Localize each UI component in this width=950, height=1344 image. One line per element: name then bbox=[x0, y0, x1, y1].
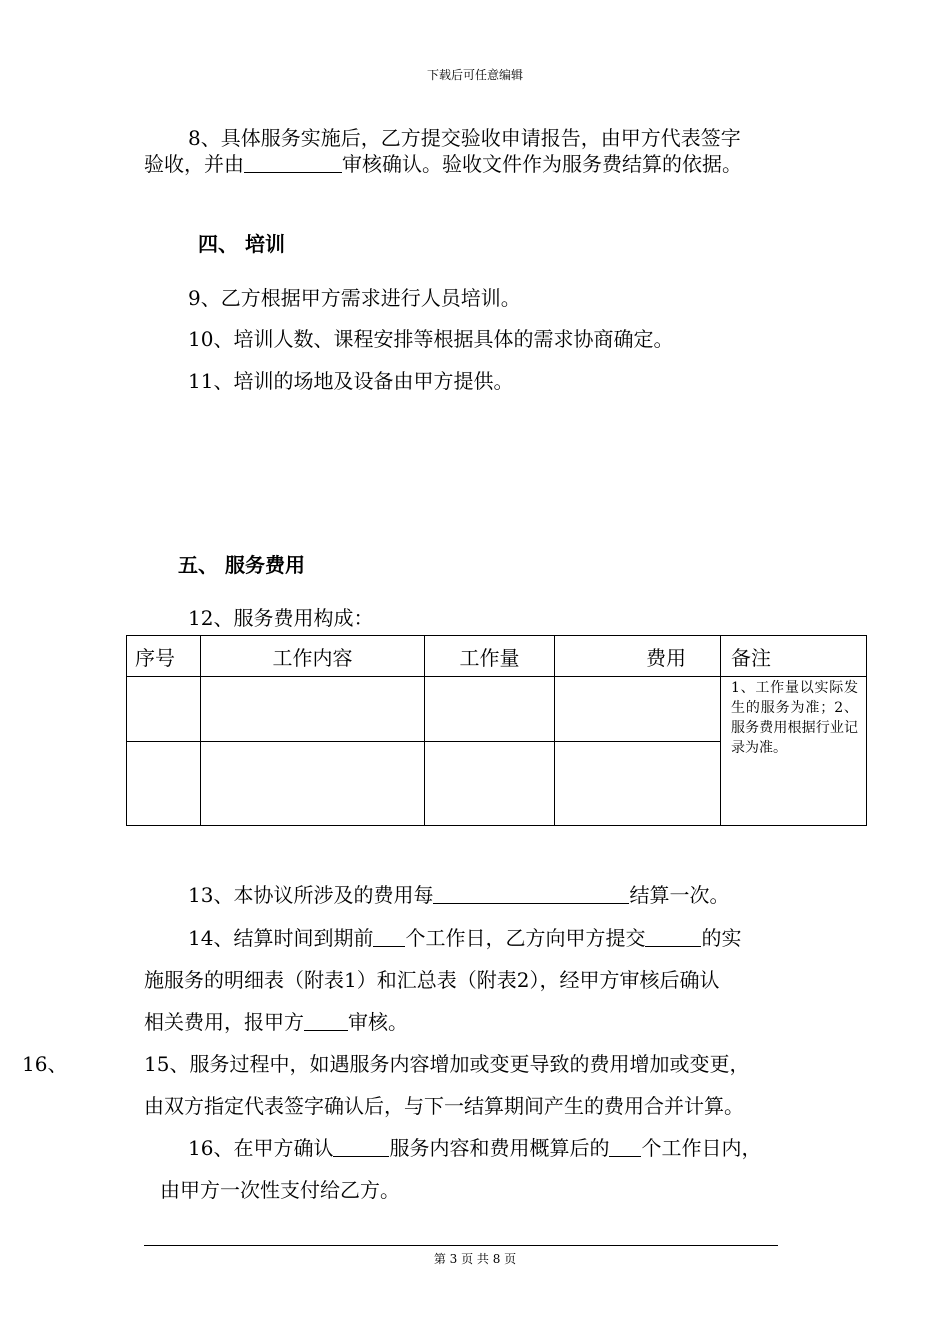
cell-fee bbox=[555, 677, 721, 742]
cell-index bbox=[127, 677, 201, 742]
cell-index bbox=[127, 742, 201, 826]
approver-blank bbox=[304, 1010, 348, 1031]
item-16-text-b: 服务内容和费用概算后的 bbox=[389, 1136, 610, 1160]
item-14-line2: 施服务的明细表（附表1）和汇总表（附表2），经甲方审核后确认 bbox=[144, 968, 720, 992]
item-14-text-d: 相关费用，报甲方 bbox=[144, 1010, 304, 1034]
col-header-workload: 工作量 bbox=[425, 636, 555, 677]
item-8-line1: 8、具体服务实施后，乙方提交验收申请报告，由甲方代表签字 bbox=[188, 126, 741, 150]
period-blank bbox=[645, 926, 701, 947]
item-13 bbox=[188, 881, 729, 909]
footer-divider bbox=[144, 1245, 778, 1246]
item-14-line1 bbox=[188, 924, 741, 952]
col-header-fee: 费用 bbox=[555, 636, 721, 677]
col-header-content: 工作内容 bbox=[201, 636, 425, 677]
item-8-line2 bbox=[144, 150, 742, 178]
days-blank bbox=[373, 926, 405, 947]
table-row bbox=[127, 677, 867, 742]
reviewer-blank bbox=[244, 152, 342, 173]
item-15-line1: 15、服务过程中，如遇服务内容增加或变更导致的费用增加或变更， bbox=[144, 1052, 750, 1076]
item-16-text-a: 16、在甲方确认 bbox=[188, 1136, 334, 1160]
item-13-text-a: 13、本协议所涉及的费用每 bbox=[188, 883, 434, 907]
item-8-text-a: 验收，并由 bbox=[144, 152, 244, 176]
section-4-title: 四、 培训 bbox=[198, 232, 285, 256]
item-10: 10、培训人数、课程安排等根据具体的需求协商确定。 bbox=[188, 327, 674, 351]
confirm-blank bbox=[333, 1136, 389, 1157]
item-16-text-c: 个工作日内， bbox=[641, 1136, 762, 1160]
cell-note: 1、工作量以实际发生的服务为准；2、服务费用根据行业记录为准。 bbox=[721, 677, 867, 826]
item-12: 12、服务费用构成： bbox=[188, 606, 374, 630]
cell-workload bbox=[425, 742, 555, 826]
item-14-text-a: 14、结算时间到期前 bbox=[188, 926, 374, 950]
item-14-text-e: 审核。 bbox=[348, 1010, 408, 1034]
cell-workload bbox=[425, 677, 555, 742]
item-9: 9、乙方根据甲方需求进行人员培训。 bbox=[188, 286, 521, 310]
section-5-title: 五、 服务费用 bbox=[178, 553, 305, 577]
col-header-index: 序号 bbox=[127, 636, 201, 677]
page-header: 下载后可任意编辑 bbox=[426, 68, 523, 82]
cell-content bbox=[201, 742, 425, 826]
item-11: 11、培训的场地及设备由甲方提供。 bbox=[188, 369, 514, 393]
settlement-period-blank bbox=[433, 883, 629, 904]
table-header-row bbox=[127, 636, 867, 677]
item-14-text-b: 个工作日，乙方向甲方提交 bbox=[405, 926, 646, 950]
cell-fee bbox=[555, 742, 721, 826]
fee-table bbox=[126, 635, 867, 826]
item-13-text-b: 结算一次。 bbox=[629, 883, 730, 907]
item-16-line1 bbox=[188, 1134, 761, 1162]
cell-content bbox=[201, 677, 425, 742]
payment-days-blank bbox=[609, 1136, 641, 1157]
col-header-note: 备注 bbox=[721, 636, 867, 677]
page-footer: 第 3 页 共 8 页 bbox=[433, 1252, 517, 1266]
item-8-text-b: 审核确认。验收文件作为服务费结算的依据。 bbox=[342, 152, 742, 176]
item-15-line2: 由双方指定代表签字确认后，与下一结算期间产生的费用合并计算。 bbox=[144, 1094, 744, 1118]
item-14-text-c: 的实 bbox=[701, 926, 742, 950]
margin-number: 16、 bbox=[22, 1052, 68, 1076]
item-16-line2: 由甲方一次性支付给乙方。 bbox=[160, 1178, 400, 1202]
item-14-line3 bbox=[144, 1008, 408, 1036]
